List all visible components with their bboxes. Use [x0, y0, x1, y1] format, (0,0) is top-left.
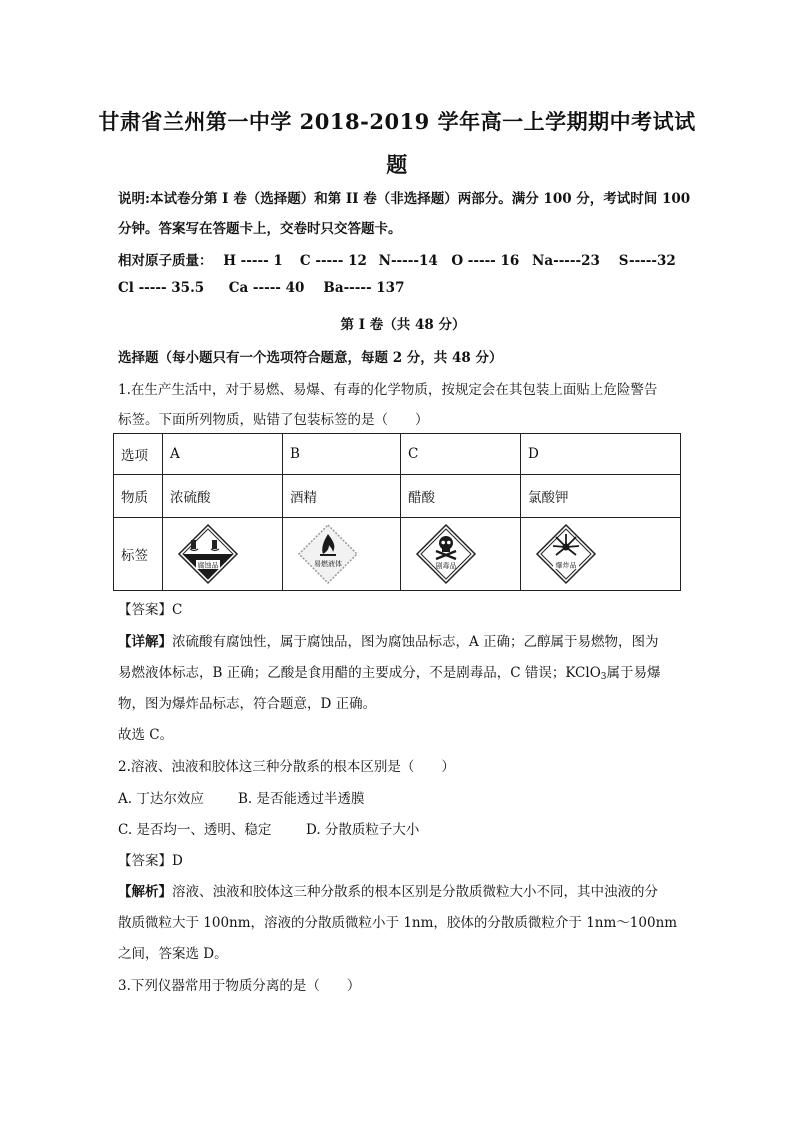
q2-analysis-tag: 【解析】: [118, 884, 172, 900]
atomic-mass-row-2: [118, 280, 688, 296]
q2-option-c: C. 是否均一、透明、稳定: [118, 822, 272, 838]
atomic-mass-h: H ----- 1: [223, 253, 283, 269]
label-cell-b: [283, 518, 401, 591]
row-header-label: 标签: [114, 518, 163, 591]
row-header-option: 选项: [114, 434, 163, 475]
corrosive-label-text: 腐蚀品: [197, 561, 219, 570]
choice-heading: 选择题（每小题只有一个选项符合题意，每题 2 分，共 48 分）: [118, 350, 503, 366]
q1-conclusion: 故选 C。: [118, 727, 174, 743]
atomic-mass-label: 相对原子质量：: [118, 253, 213, 269]
q1-stem-line-2: 标签。下面所列物质，贴错了包装标签的是（ ）: [118, 412, 429, 428]
instructions-line-2: 分钟。答案写在答题卡上，交卷时只交答题卡。: [118, 221, 402, 237]
flammable-liquid-icon: [296, 522, 360, 586]
toxic-skull-icon: [414, 522, 478, 586]
atomic-mass-n: N-----14: [378, 253, 438, 269]
substance-b: 酒精: [283, 475, 401, 518]
atomic-mass-s: S-----32: [618, 253, 676, 269]
table-row: [114, 434, 681, 475]
option-d-letter: D: [521, 434, 681, 475]
q1-detail-tag: 【详解】: [118, 634, 172, 650]
q2-answer: 【答案】D: [118, 853, 183, 869]
atomic-mass-cl: Cl ----- 35.5: [118, 280, 205, 296]
corrosive-hazard-icon: [176, 522, 240, 586]
option-a-letter: A: [163, 434, 283, 475]
q2-stem: 2.溶液、浊液和胶体这三种分散系的根本区别是（ ）: [118, 759, 455, 775]
option-b-letter: B: [283, 434, 401, 475]
q2-option-d: D. 分散质粒子大小: [306, 822, 420, 838]
page-title: 甘肃省兰州第一中学 2018-2019 学年高一上学期期中考试试: [98, 109, 696, 134]
q1-stem-line-1: 1.在生产生活中，对于易燃、易爆、有毒的化学物质，按规定会在其包装上面贴上危险警告: [118, 382, 658, 398]
q1-detail-text-2: 易燃液体标志，B 正确；乙酸是食用醋的主要成分，不是剧毒品，C 错误；KClO: [118, 665, 601, 681]
substance-c: 醋酸: [401, 475, 521, 518]
substance-a: 浓硫酸: [163, 475, 283, 518]
flammable-label-text: 易燃液体: [314, 560, 342, 568]
q1-options-table: [113, 433, 681, 591]
option-c-letter: C: [401, 434, 521, 475]
atomic-mass-na: Na-----23: [532, 253, 600, 269]
label-cell-a: [163, 518, 283, 591]
q1-detail-subscript: 3: [600, 672, 607, 682]
explosive-hazard-icon: [534, 522, 598, 586]
atomic-mass-o: O ----- 16: [451, 253, 520, 269]
instructions-label: 说明:: [118, 191, 150, 207]
q3-stem: 3.下列仪器常用于物质分离的是（ ）: [118, 978, 361, 994]
atomic-mass-row-1: [118, 249, 688, 269]
q1-detail-text-1: 浓硫酸有腐蚀性，属于腐蚀品，图为腐蚀品标志，A 正确；乙醇属于易燃物，图为: [172, 634, 659, 650]
page-title-cont: 题: [386, 152, 408, 177]
q1-detail-line-3: 物，图为爆炸品标志，符合题意，D 正确。: [118, 696, 377, 712]
table-row: [114, 475, 681, 518]
q2-option-b: B. 是否能透过半透膜: [238, 791, 365, 807]
row-header-substance: 物质: [114, 475, 163, 518]
atomic-mass-c: C ----- 12: [299, 253, 367, 269]
table-row: [114, 518, 681, 591]
q2-analysis-text-1: 溶液、浊液和胶体这三种分散系的根本区别是分散质微粒大小不同，其中浊液的分: [172, 884, 658, 900]
section-title: 第 I 卷（共 48 分）: [340, 317, 466, 333]
instructions-line-1: [118, 187, 691, 207]
q1-answer: 【答案】C: [118, 602, 183, 618]
q2-analysis-line-3: 之间，答案选 D。: [118, 946, 228, 962]
atomic-mass-ba: Ba----- 137: [323, 280, 405, 296]
toxic-label-text: 剧毒品: [435, 562, 457, 570]
q2-analysis-line-2: 散质微粒大于 100nm，溶液的分散质微粒小于 1nm，胶体的分散质微粒介于 1nm～100nm: [118, 915, 678, 931]
q2-option-a: A. 丁达尔效应: [118, 791, 204, 807]
q1-detail-text-2-tail: 属于易爆: [606, 665, 661, 681]
instructions-text-1: 本试卷分第 I 卷（选择题）和第 II 卷（非选择题）两部分。满分 100 分，考试时间 100: [149, 191, 691, 207]
q2-options-row-1: [118, 787, 688, 807]
q1-detail-line-1: [118, 630, 688, 650]
q2-analysis-line-1: [118, 880, 688, 900]
label-cell-d: [521, 518, 681, 591]
explosive-label-text: 爆炸品: [555, 561, 577, 570]
q1-detail-line-2: [118, 661, 688, 682]
substance-d: 氯酸钾: [521, 475, 681, 518]
atomic-mass-ca: Ca ----- 40: [228, 280, 305, 296]
label-cell-c: [401, 518, 521, 591]
q2-options-row-2: [118, 818, 688, 838]
